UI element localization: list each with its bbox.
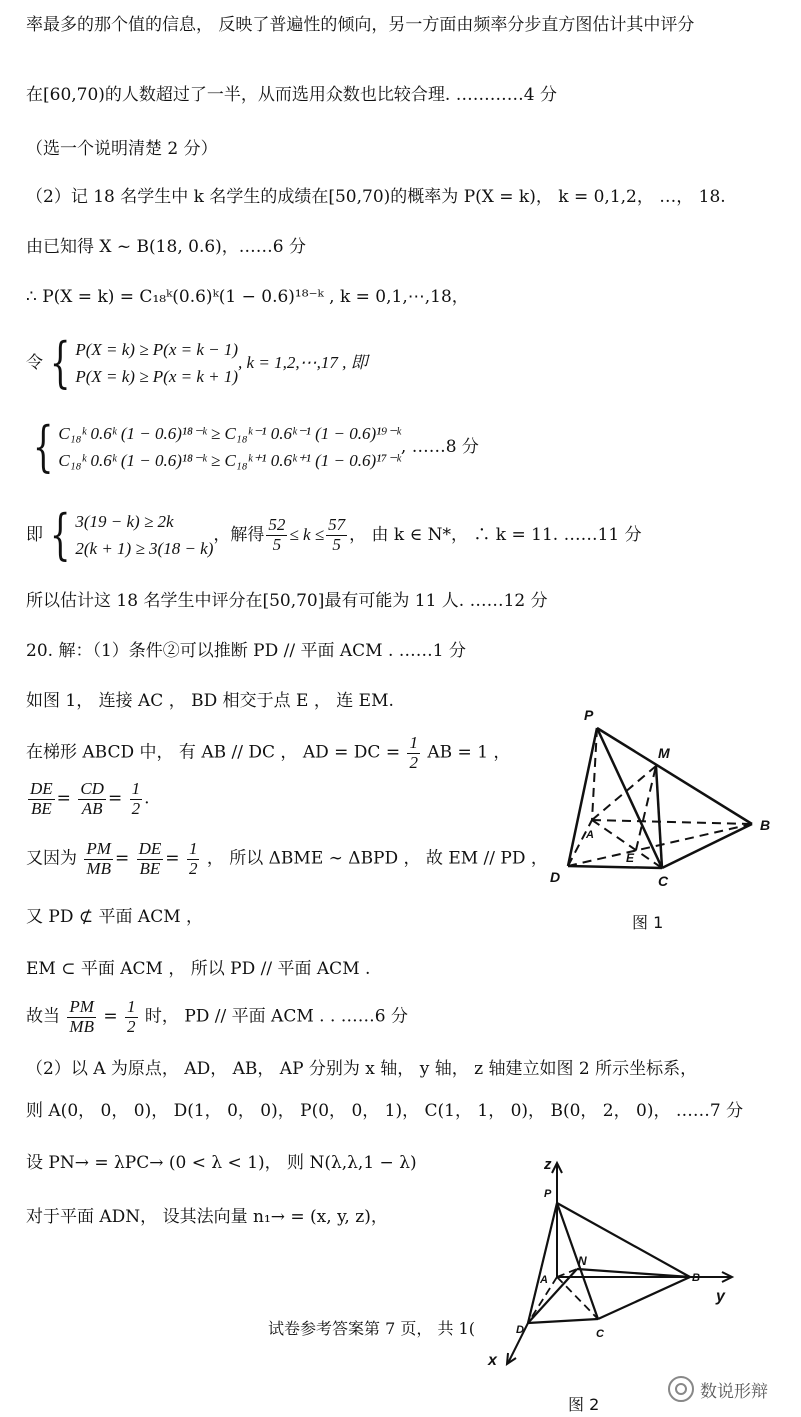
text-line-22: 对于平面 ADN， 设其法向量 n₁→ = (x, y, z)，	[26, 1207, 388, 1227]
label-b: B	[760, 817, 771, 833]
system-ji-row-1: 3(19 − k) ≥ 2k	[75, 512, 174, 531]
line-13-prefix: 在梯形 ABCD 中， 有 AB // DC ， AD = DC =	[26, 742, 401, 763]
fraction-numerator: CD	[80, 779, 104, 798]
label-p: P	[544, 1188, 552, 1200]
text-line-6: ∴ P(X = k) = C₁₈ᵏ(0.6)ᵏ(1 − 0.6)¹⁸⁻ᵏ , k = 0,1,⋯,18，	[26, 287, 469, 307]
fraction-52-5	[266, 516, 287, 554]
label-z: z	[544, 1156, 552, 1173]
edge-dc	[568, 866, 662, 868]
fraction-numerator: 1	[131, 779, 141, 798]
fraction-denominator: 2	[131, 798, 141, 818]
text-line-18	[26, 998, 408, 1036]
system-ji-mid: ，解得	[213, 524, 265, 545]
fraction-denominator: 2	[188, 858, 198, 878]
text-line-10: 所以估计这 18 名学生中评分在[50,70]最有可能为 11 人. ……12 分	[26, 591, 548, 611]
text-line-2: 在[60,70)的人数超过了一半，从而选用众数也比较合理. …………4 分	[26, 85, 557, 105]
edge-dc	[528, 1319, 598, 1323]
system-ling-stack	[75, 336, 238, 390]
edge-pd	[568, 728, 597, 866]
fraction-numerator: 1	[188, 839, 198, 858]
figure-2-labels	[487, 1156, 726, 1369]
text-line-15: 又因为 $\frac{PM}{MB}$ = $\frac{DE}{BE}$ = $\frac{1}{2}$ ， 所以 ΔBME ∼ ΔBPD ， 故 EM // PD ，	[26, 839, 548, 878]
fraction-numerator: DE	[138, 839, 162, 858]
system-ling	[26, 331, 368, 395]
line-15-prefix: 又因为	[26, 848, 77, 869]
label-x: x	[488, 1352, 497, 1369]
line-15-suffix: ， 所以 ΔBME ∼ ΔBPD ， 故 EM // PD ，	[206, 848, 548, 869]
label-e: E	[626, 851, 635, 865]
left-brace-icon: {	[49, 503, 71, 567]
figure-2-coordinate-pyramid	[480, 1155, 750, 1370]
edge-cb	[598, 1277, 690, 1319]
system-comb-row-2: C₁₈ᵏ 0.6ᵏ (1 − 0.6)¹⁸⁻ᵏ ≥ C₁₈ᵏ⁺¹ 0.6ᵏ⁺¹ (1 − 0.6)¹⁷⁻ᵏ	[58, 451, 401, 471]
edge-nb	[577, 1269, 690, 1277]
system-ling-prefix: 令	[26, 352, 43, 373]
system-comb	[26, 415, 479, 479]
fraction-denominator: BE	[30, 798, 52, 818]
line-18-prefix: 故当	[26, 1006, 60, 1027]
text-line-19: （2）以 A 为原点， AD， AB， AP 分别为 x 轴， y 轴， z 轴建立如图 2 所示坐标系，	[26, 1059, 698, 1079]
text-line-16: 又 PD ⊄ 平面 ACM ，	[26, 907, 204, 927]
edge-cm	[656, 766, 662, 868]
fraction-denominator: 2	[409, 752, 418, 772]
inequality-sign: ≤ k ≤	[289, 524, 325, 544]
label-c: C	[658, 873, 669, 889]
fraction-pm-mb	[67, 998, 96, 1036]
fraction-57-5	[326, 516, 347, 554]
system-ling-suffix: , k = 1,2,⋯,17 , 即	[238, 352, 368, 372]
text-line-20: 则 A(0， 0， 0)， D(1， 0， 0)， P(0， 0， 1)， C(1， 1， 0)， B(0， 2， 0)， ……7 分	[26, 1101, 744, 1121]
edge-pd	[528, 1203, 557, 1323]
text-line-1: 率最多的那个值的信息， 反映了普遍性的倾向，另一方面由频率分步直方图估计其中评分	[26, 15, 695, 35]
fraction-denominator: 5	[272, 534, 282, 554]
fraction-denominator: AB	[81, 798, 103, 818]
edge-ab	[592, 820, 752, 824]
equals-sign: =	[103, 1006, 118, 1027]
edge-am	[592, 766, 656, 820]
fraction-de-be	[28, 780, 55, 818]
label-m: M	[658, 745, 670, 761]
fraction-half	[407, 734, 420, 772]
system-comb-wrap	[26, 415, 479, 479]
label-y: y	[716, 1288, 725, 1305]
label-b: B	[692, 1272, 700, 1284]
system-comb-stack	[58, 420, 401, 474]
text-line-5: 由已知得 X ~ B(18, 0.6)，……6 分	[26, 237, 307, 257]
text-line-13	[26, 734, 510, 772]
fraction-denominator: BE	[139, 858, 161, 878]
system-comb-suffix: , ……8 分	[400, 436, 479, 457]
system-ling-row-1: P(X = k) ≥ P(x = k − 1)	[75, 340, 239, 359]
system-ji-prefix: 即	[26, 524, 43, 545]
line-13-suffix: AB = 1 ，	[427, 742, 511, 763]
fraction-numerator: DE	[30, 779, 53, 798]
label-a: A	[586, 829, 594, 841]
system-comb-row-1: C₁₈ᵏ 0.6ᵏ (1 − 0.6)¹⁸⁻ᵏ ≥ C₁₈ᵏ⁻¹ 0.6ᵏ⁻¹ (1 − 0.6)¹⁹⁻ᵏ	[58, 424, 401, 443]
system-ling-wrap	[26, 331, 368, 395]
text-line-3: （选一个说明清楚 2 分）	[26, 139, 218, 159]
label-n: N	[578, 1254, 587, 1268]
fraction-numerator: 1	[127, 997, 136, 1016]
system-ji	[26, 503, 642, 567]
text-line-21: 设 PN→ = λPC→ (0 < λ < 1)， 则 N(λ,λ,1 − λ)	[26, 1153, 417, 1173]
fraction-denominator: MB	[69, 1016, 94, 1036]
fraction-denominator: 5	[332, 534, 341, 554]
left-brace-icon: {	[49, 331, 71, 395]
page-footer: 试卷参考答案第 7 页， 共 1(	[268, 1319, 475, 1338]
fraction-numerator: 1	[409, 733, 418, 752]
label-a: A	[540, 1274, 548, 1286]
wechat-logo-icon	[668, 1376, 694, 1402]
figure-1-caption: 图 1	[632, 913, 664, 932]
fraction-pm-mb	[84, 840, 113, 878]
label-d: D	[550, 869, 561, 885]
edge-cb	[662, 824, 752, 868]
fraction-half	[125, 998, 138, 1036]
watermark	[668, 1376, 768, 1402]
fraction-cd-ab	[78, 780, 106, 818]
fraction-denominator: MB	[86, 858, 111, 878]
left-brace-icon: {	[32, 415, 54, 479]
system-ji-row-2: 2(k + 1) ≥ 3(18 − k)	[75, 539, 214, 559]
fraction-denominator: 2	[127, 1016, 136, 1036]
figure-2-caption: 图 2	[568, 1395, 600, 1414]
text-line-11: 20. 解：（1）条件②可以推断 PD // 平面 ACM . ……1 分	[26, 641, 467, 661]
figure-2-solid-edges	[528, 1203, 690, 1323]
fraction-numerator: 57	[328, 515, 346, 534]
fraction-numerator: 52	[268, 515, 286, 534]
system-ji-stack	[75, 508, 213, 562]
label-d: D	[516, 1324, 524, 1336]
text-line-12: 如图 1， 连接 AC ， BD 相交于点 E ， 连 EM.	[26, 691, 394, 711]
watermark-text: 数说形辩	[700, 1381, 768, 1402]
fraction-half	[130, 780, 143, 818]
edge-pb	[557, 1203, 690, 1277]
text-line-14: $\frac{DE}{BE}$ = $\frac{CD}{AB}$ = $\frac{1}{2}$ .	[30, 779, 150, 818]
label-c: C	[596, 1328, 604, 1340]
figure-2-axes	[507, 1163, 732, 1364]
label-p: P	[584, 707, 594, 723]
system-ji-wrap	[26, 503, 642, 567]
system-ji-suffix: ， 由 k ∈ N*， ∴ k = 11. ……11 分	[349, 524, 642, 545]
fraction-de-be	[137, 840, 164, 878]
text-line-4: （2）记 18 名学生中 k 名学生的成绩在[50,70)的概率为 P(X = k)， k = 0,1,2， …， 18.	[26, 187, 726, 207]
fraction-half	[187, 840, 200, 878]
system-ling-row-2: P(X = k) ≥ P(x = k + 1)	[75, 367, 239, 387]
text-line-17: EM ⊂ 平面 ACM ， 所以 PD // 平面 ACM .	[26, 959, 371, 979]
figure-1-pyramid	[540, 700, 790, 900]
fraction-numerator: PM	[86, 839, 111, 858]
fraction-numerator: PM	[69, 997, 94, 1016]
edge-em	[636, 766, 656, 850]
line-18-suffix: 时， PD // 平面 ACM . . ……6 分	[144, 1006, 408, 1027]
